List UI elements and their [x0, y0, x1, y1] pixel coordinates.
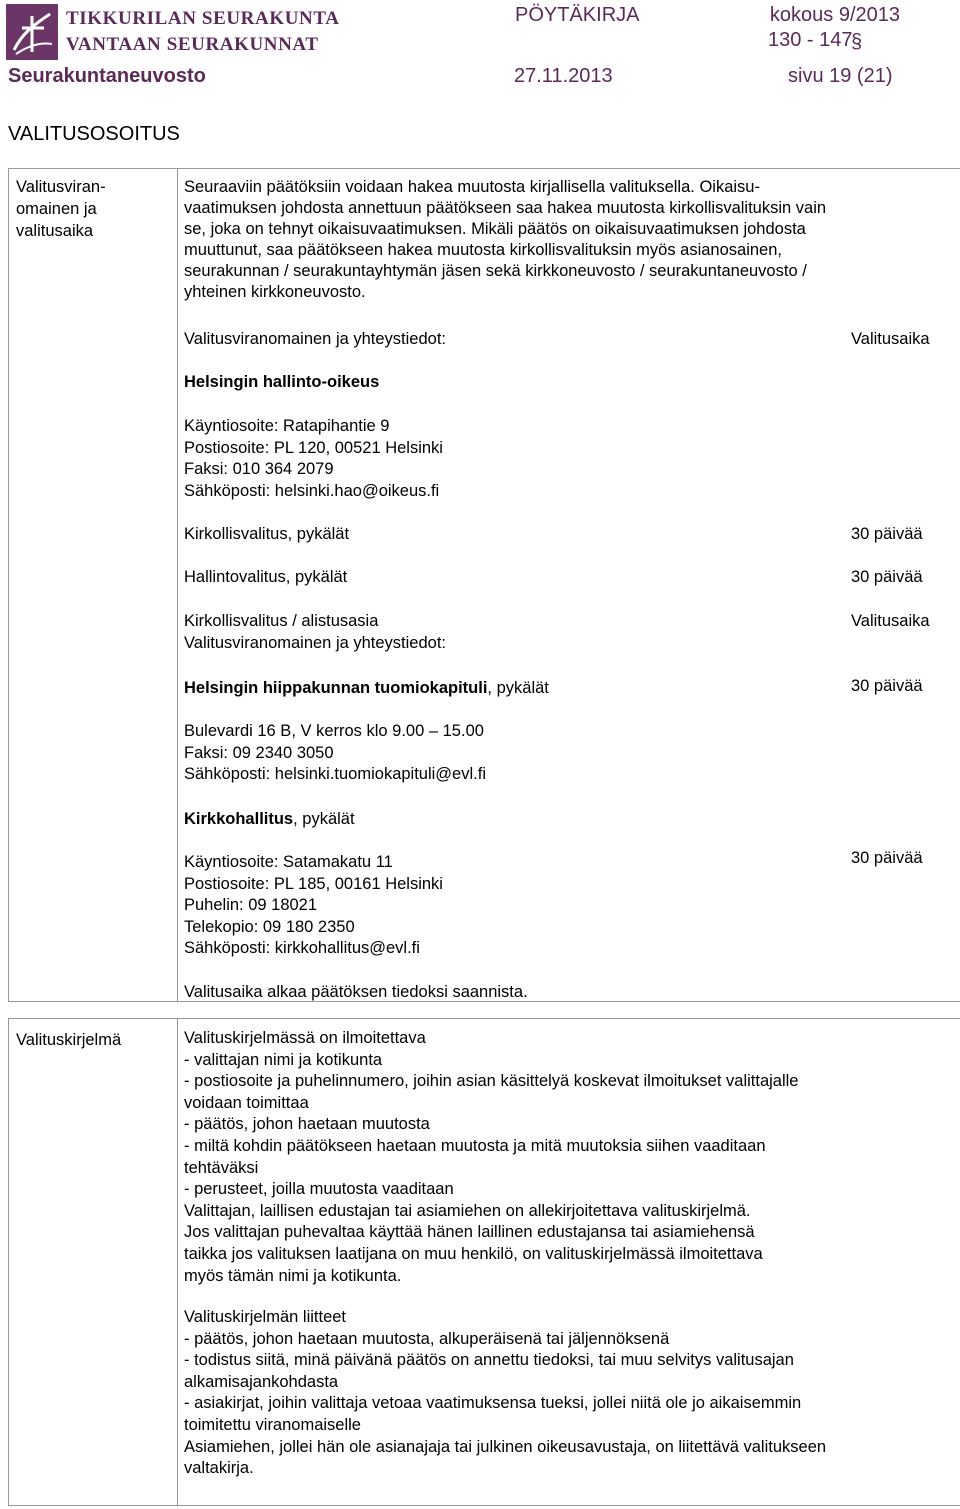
board-contact-details: Käyntiosoite: Satamakatu 11 Postiosoite: PL 185, 00161 Helsinki Puhelin: 09 18021 Telekopio: 09 180 2350 Sähköposti: kirkkohallitus@evl.fi: [184, 853, 443, 957]
board-period: 30 päivää: [851, 849, 923, 867]
authority-label: Valitusviran- omainen ja valitusaika: [16, 178, 106, 240]
section-mark: §: [851, 31, 863, 53]
section-title: VALITUSOSOITUS: [8, 123, 180, 145]
board-name: Kirkkohallitus: [184, 810, 294, 828]
chapter-name: Helsingin hiippakunnan tuomiokapituli: [184, 679, 488, 697]
section-range: 130 - 147: [768, 29, 853, 51]
intro-paragraph: Seuraaviin päätöksiin voidaan hakea muutosta kirjallisella valituksella. Oikaisu- vaatimuksen johdosta annettuun päätökseen saa hakea muutosta kirkollisvalituksin vain se, joka on tehnyt oikaisuvaatimuksen. Mikäli päätös on oikaisuvaatimuksen johdosta muuttunut, saa päätökseen hakea muutosta kirkollisvalituksin myös asianosainen, seurakunnan / seurakuntayhtymän jäsen sekä kirkkoneuvosto / seurakuntaneuvosto / yhteinen kirkkoneuvosto.: [184, 178, 827, 301]
appeal-period-church: 30 päivää: [851, 525, 923, 543]
appeal-authority-section: [8, 168, 960, 1002]
church-logo-icon: [6, 4, 58, 60]
appeal-document-attachments: Valituskirjelmän liitteet - päätös, johon haetaan muutosta, alkuperäisenä tai jäljennöksenä - todistus siitä, minä päivänä päätös on annettu tiedoksi, tai muu selvitys valitusajan alkamisajankohdasta - asiakirjat, joihin valittaja vetoaa vaatimuksensa tueksi, jollei niitä ole jo aikaisemmin toimitettu viranomaiselle Asiamiehen, jollei hän ole asianajaja tai julkinen oikeusavustaja, on liitettävä valitukseen valtakirja.: [184, 1308, 827, 1478]
sub-header: Kirkollisvalitus / alistusasia Valitusviranomainen ja yhteystiedot:: [184, 612, 447, 652]
chapter-contact-details: Bulevardi 16 B, V kerros klo 9.00 – 15.00 Faksi: 09 2340 3050 Sähköposti: helsinki.tuomiokapituli@evl.fi: [184, 722, 486, 783]
court-contact-details: Käyntiosoite: Ratapihantie 9 Postiosoite: PL 120, 00521 Helsinki Faksi: 010 364 2079 Sähköposti: helsinki.hao@oikeus.fi: [184, 417, 443, 500]
period-note: Valitusaika alkaa päätöksen tiedoksi saannista.: [184, 983, 528, 1001]
column-divider: [177, 1019, 178, 1505]
appeal-document-label: Valituskirjelmä: [16, 1031, 122, 1049]
chapter-entry: Helsingin hiippakunnan tuomiokapituli, pykälät: [184, 679, 549, 697]
document-type: PÖYTÄKIRJA: [515, 4, 640, 26]
org-name-primary: TIKKURILAN SEURAKUNTA: [66, 8, 340, 29]
sub-period-header: Valitusaika: [851, 612, 930, 630]
meeting-date: 27.11.2013: [514, 65, 613, 87]
court-name: Helsingin hallinto-oikeus: [184, 373, 380, 391]
body-name: Seurakuntaneuvosto: [8, 65, 206, 87]
appeal-document-requirements: Valituskirjelmässä on ilmoitettava - valittajan nimi ja kotikunta - postiosoite ja puhelinnumero, joihin asian käsittelyä koskevat ilmoitukset valittajalle voidaan toimittaa - päätös, johon haetaan muutosta - miltä kohdin päätökseen haetaan muutosta ja mitä muutoksia siihen vaaditaan tehtäväksi - perusteet, joilla muutosta vaaditaan Valittajan, laillisen edustajan tai asiamiehen on allekirjoitettava valituskirjelmä. Jos valittajan puhevaltaa käyttää hänen laillinen edustajansa tai asiamiehensä taikka jos valituksen laatijana on muu henkilö, on valituskirjelmässä ilmoitettava myös tämän nimi ja kotikunta.: [184, 1029, 799, 1285]
meeting-number: kokous 9/2013: [769, 4, 900, 26]
contacts-header: Valitusviranomainen ja yhteystiedot:: [184, 330, 447, 348]
org-name-secondary: VANTAAN SEURAKUNNAT: [66, 34, 319, 55]
appeal-document-section: [8, 1018, 960, 1506]
chapter-period: 30 päivää: [851, 677, 923, 695]
column-divider: [177, 169, 178, 1001]
appeal-type-administrative: Hallintovalitus, pykälät: [184, 568, 348, 586]
period-header: Valitusaika: [851, 330, 930, 348]
board-entry: Kirkkohallitus, pykälät: [184, 810, 355, 828]
appeal-type-church: Kirkollisvalitus, pykälät: [184, 525, 350, 543]
page-number: sivu 19 (21): [788, 65, 893, 87]
appeal-period-administrative: 30 päivää: [851, 568, 923, 586]
